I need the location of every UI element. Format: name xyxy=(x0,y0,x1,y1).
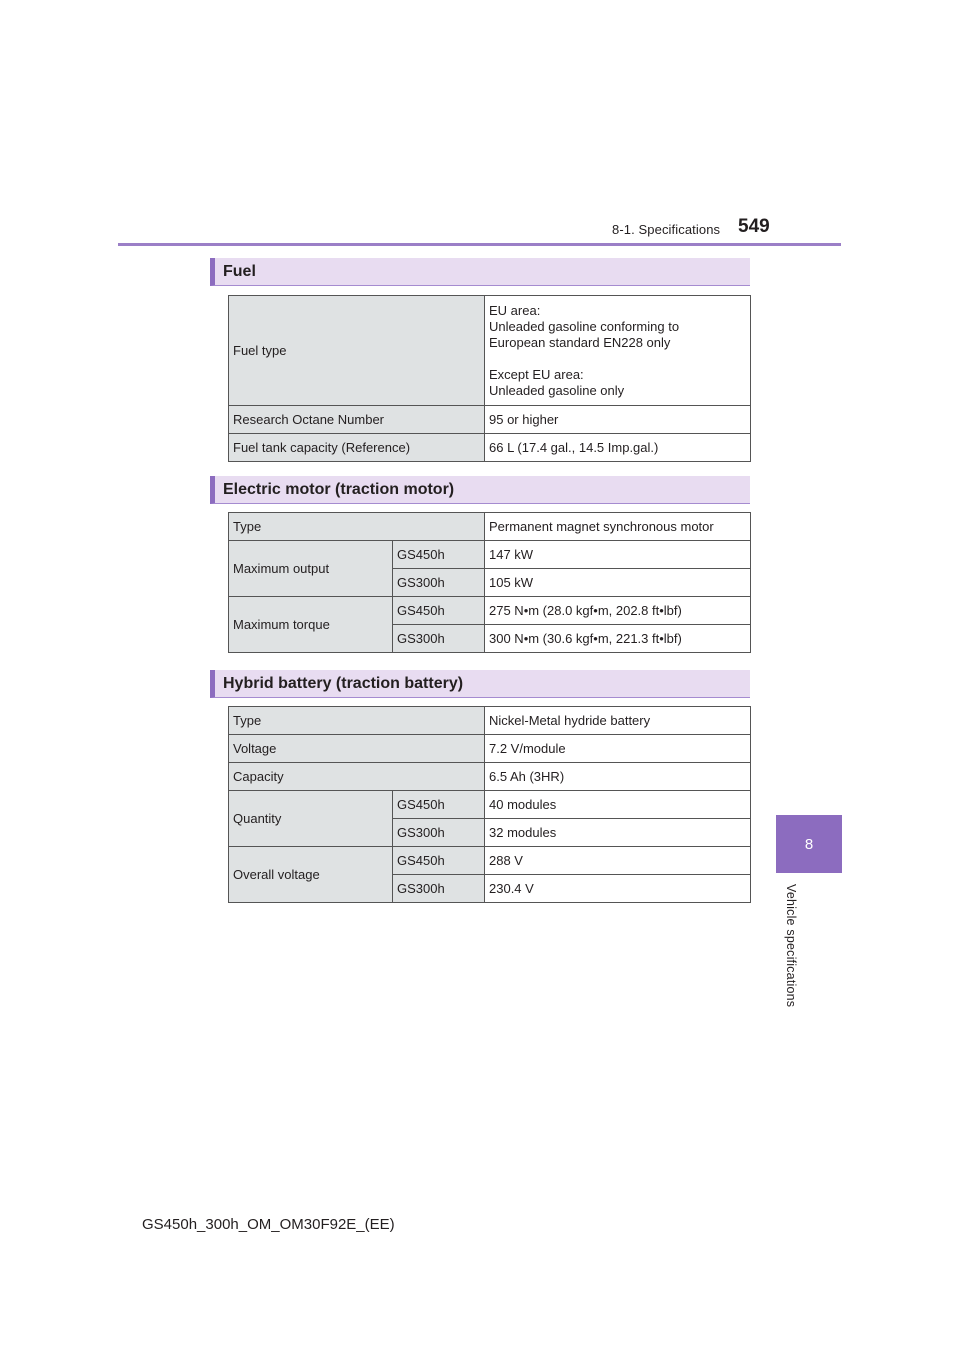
table-row xyxy=(229,791,751,819)
capacity-label: Capacity xyxy=(229,763,485,791)
fuel-type-value xyxy=(485,296,751,406)
model-label: GS300h xyxy=(393,819,485,847)
motor-spec-table xyxy=(228,512,751,653)
octane-label: Research Octane Number xyxy=(229,406,485,434)
table-row xyxy=(229,513,751,541)
fuel-type-line: European standard EN228 only xyxy=(489,334,671,350)
max-output-label: Maximum output xyxy=(229,541,393,597)
overall-voltage-value: 230.4 V xyxy=(485,875,751,903)
max-torque-value: 300 N•m (30.6 kgf•m, 221.3 ft•lbf) xyxy=(485,625,751,653)
header-divider xyxy=(118,243,841,246)
table-row xyxy=(229,597,751,625)
model-label: GS300h xyxy=(393,625,485,653)
voltage-value: 7.2 V/module xyxy=(485,735,751,763)
running-header-section: 8-1. Specifications xyxy=(612,222,721,237)
quantity-value: 40 modules xyxy=(485,791,751,819)
table-row xyxy=(229,296,751,406)
fuel-type-label: Fuel type xyxy=(229,296,485,406)
table-row xyxy=(229,406,751,434)
fuel-type-line: Unleaded gasoline conforming to xyxy=(489,318,680,334)
tank-capacity-value: 66 L (17.4 gal., 14.5 Imp.gal.) xyxy=(485,434,751,462)
battery-type-label: Type xyxy=(229,707,485,735)
section-heading-fuel: Fuel xyxy=(210,258,750,286)
fuel-spec-table xyxy=(228,295,751,462)
model-label: GS450h xyxy=(393,597,485,625)
quantity-value: 32 modules xyxy=(485,819,751,847)
octane-value: 95 or higher xyxy=(485,406,751,434)
overall-voltage-label: Overall voltage xyxy=(229,847,393,903)
model-label: GS450h xyxy=(393,541,485,569)
chapter-tab[interactable] xyxy=(776,815,842,873)
fuel-type-line: Unleaded gasoline only xyxy=(489,382,625,398)
model-label: GS300h xyxy=(393,875,485,903)
max-output-value: 147 kW xyxy=(485,541,751,569)
voltage-label: Voltage xyxy=(229,735,485,763)
fuel-type-spacer xyxy=(489,351,750,367)
chapter-number: 8 xyxy=(804,835,814,853)
fuel-type-line: EU area: xyxy=(489,302,541,318)
model-label: GS450h xyxy=(393,791,485,819)
tank-capacity-label: Fuel tank capacity (Reference) xyxy=(229,434,485,462)
model-label: GS300h xyxy=(393,569,485,597)
battery-type-value: Nickel-Metal hydride battery xyxy=(485,707,751,735)
section-heading-motor: Electric motor (traction motor) xyxy=(210,476,750,504)
model-label: GS450h xyxy=(393,847,485,875)
fuel-type-line: Except EU area: xyxy=(489,366,584,382)
table-row xyxy=(229,763,751,791)
table-row xyxy=(229,434,751,462)
overall-voltage-value: 288 V xyxy=(485,847,751,875)
page-number: 549 xyxy=(738,216,770,237)
document-code: GS450h_300h_OM_OM30F92E_(EE) xyxy=(142,1216,395,1233)
table-row xyxy=(229,735,751,763)
table-row xyxy=(229,541,751,569)
table-row xyxy=(229,707,751,735)
chapter-label: Vehicle specifications xyxy=(784,884,798,1008)
quantity-label: Quantity xyxy=(229,791,393,847)
max-torque-value: 275 N•m (28.0 kgf•m, 202.8 ft•lbf) xyxy=(485,597,751,625)
max-output-value: 105 kW xyxy=(485,569,751,597)
battery-spec-table xyxy=(228,706,751,903)
motor-type-label: Type xyxy=(229,513,485,541)
section-heading-battery: Hybrid battery (traction battery) xyxy=(210,670,750,698)
table-row xyxy=(229,847,751,875)
capacity-value: 6.5 Ah (3HR) xyxy=(485,763,751,791)
max-torque-label: Maximum torque xyxy=(229,597,393,653)
motor-type-value: Permanent magnet synchronous motor xyxy=(485,513,751,541)
